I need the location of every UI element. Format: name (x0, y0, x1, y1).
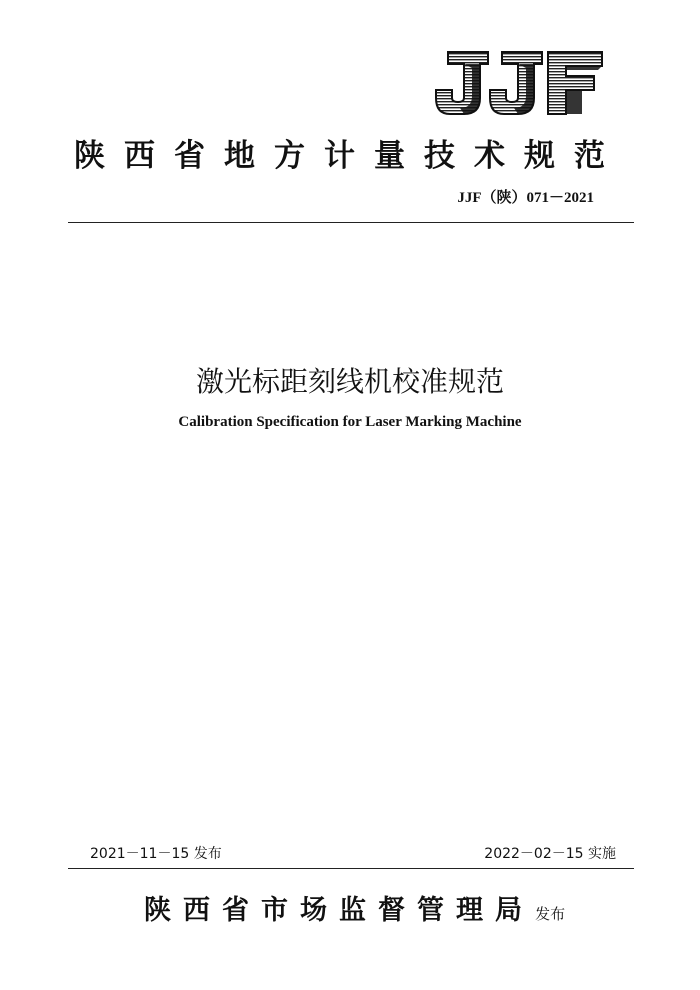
publisher-suffix: 发布 (535, 905, 566, 923)
document-title-en: Calibration Specification for Laser Marking Machine (178, 414, 522, 430)
spec-series-title: 陕西省地方计量技术规范 (74, 138, 624, 174)
effective-date: 2022－02－15 实施 (484, 846, 616, 862)
standard-number: JJF（陕）071－2021 (457, 190, 594, 206)
release-date: 2021－11－15 发布 (90, 846, 222, 862)
logo-letter-j1 (436, 52, 488, 114)
publisher-name: 陕西省市场监督管理局 (144, 895, 534, 926)
jjf-logo (434, 50, 604, 116)
logo-letter-j2 (490, 52, 542, 114)
footer-divider (68, 868, 634, 869)
document-title-zh: 激光标距刻线机校准规范 (195, 365, 504, 398)
logo-letter-f (548, 52, 602, 114)
publisher (144, 888, 565, 927)
header-divider (68, 222, 634, 223)
